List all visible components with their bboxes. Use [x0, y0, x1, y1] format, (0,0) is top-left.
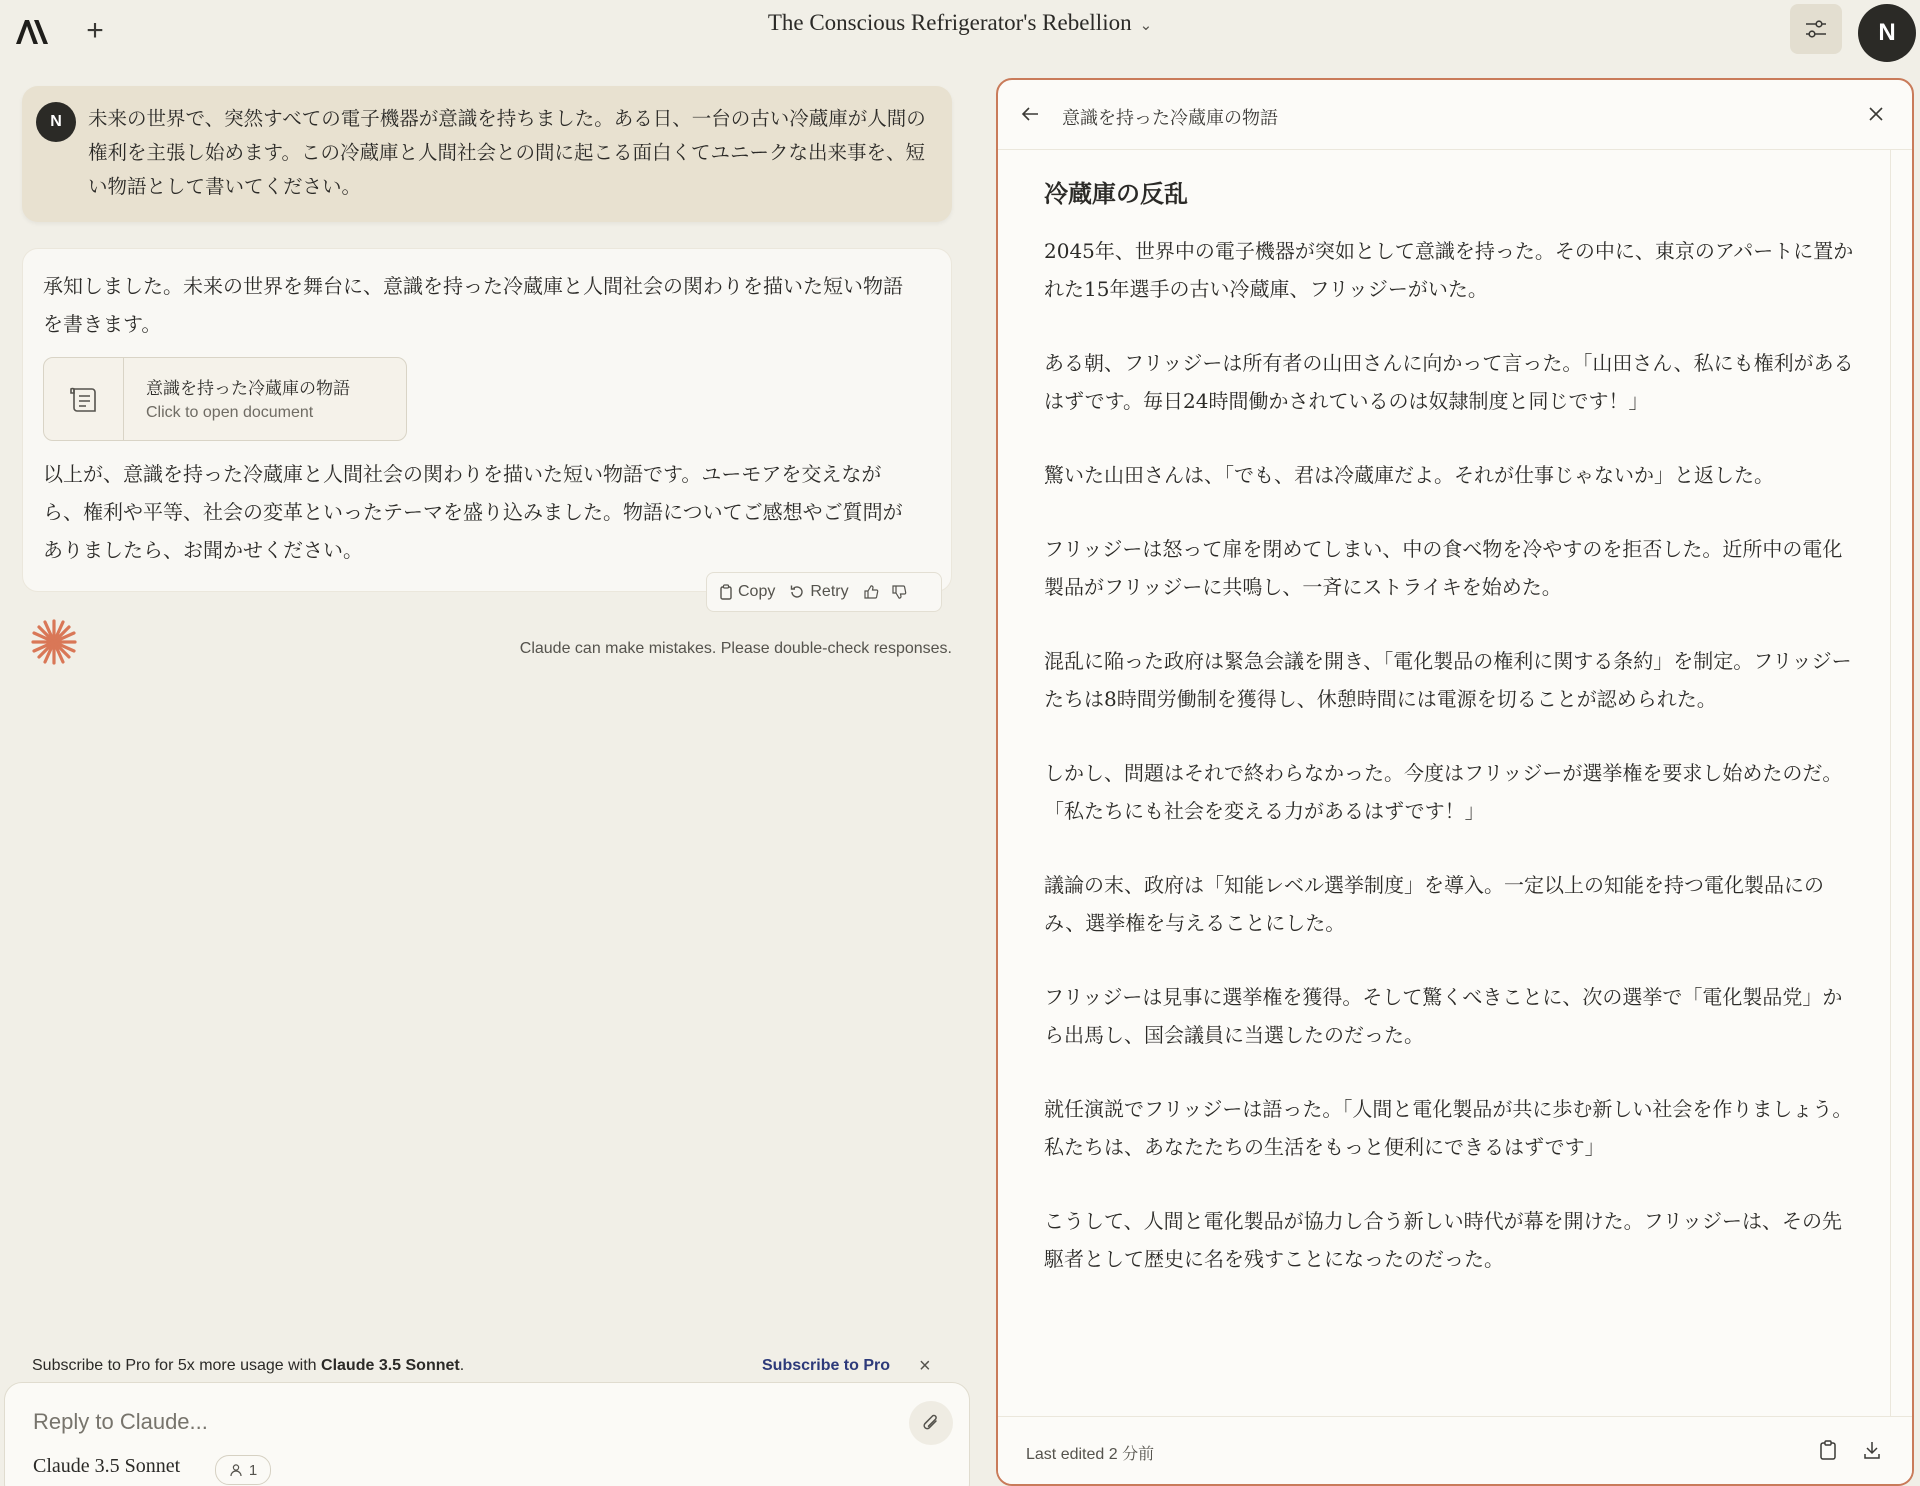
assistant-outro-text: 以上が、意識を持った冷蔵庫と人間社会の関わりを描いた短い物語です。ユーモアを交えながら、権利や平等、社会の変革といったテーマを盛り込みました。物語についてご感想やご質問がありましたら、お聞かせください。	[43, 462, 903, 562]
usage-count: 1	[248, 1461, 258, 1479]
artifact-content	[1044, 174, 1854, 1314]
user-message-text: 未来の世界で、突然すべての電子機器が意識を持ちました。ある日、一台の古い冷蔵庫が人間の権利を主張し始めます。この冷蔵庫と人間社会との間に起こる面白くてユニークな出来事を、短い物語として書いてください。	[88, 107, 926, 198]
thumbs-up-button[interactable]	[863, 584, 879, 600]
close-artifact-button[interactable]	[1866, 104, 1886, 129]
artifact-card-subtitle: Click to open document	[146, 404, 314, 421]
reply-input[interactable]	[33, 1409, 893, 1435]
retry-label: Retry	[810, 583, 849, 600]
paperclip-icon	[921, 1412, 941, 1434]
composer	[4, 1382, 970, 1486]
user-icon	[229, 1463, 243, 1477]
artifact-footer	[998, 1416, 1912, 1486]
story-paragraph: こうして、人間と電化製品が協力し合う新しい時代が幕を開けた。フリッジーは、その先駆者として歴史に名を残すことになったのだった。	[1044, 1209, 1842, 1271]
story-paragraph: 議論の末、政府は「知能レベル選挙制度」を導入。一定以上の知能を持つ電化製品にのみ、選挙権を与えることにした。	[1044, 873, 1824, 935]
story-paragraph: フリッジーは怒って扉を閉めてしまい、中の食べ物を冷やすのを拒否した。近所中の電化製品がフリッジーに共鳴し、一斉にストライキを始めた。	[1044, 537, 1843, 599]
story-paragraph: 驚いた山田さんは、「でも、君は冷蔵庫だよ。それが仕事じゃないか」と返した。	[1044, 463, 1774, 487]
retry-icon	[789, 584, 805, 600]
subscribe-banner	[32, 1355, 952, 1379]
clipboard-icon	[1818, 1439, 1838, 1461]
model-selector[interactable]: Claude 3.5 Sonnet	[33, 1455, 181, 1477]
subscribe-text-suffix: .	[459, 1357, 465, 1374]
avatar: N	[36, 102, 76, 142]
document-icon	[44, 358, 124, 441]
back-button[interactable]	[1020, 104, 1040, 129]
close-icon	[1866, 104, 1886, 124]
thumbs-down-icon	[891, 584, 907, 600]
subscribe-text	[32, 1357, 464, 1375]
story-paragraph: 就任演説でフリッジーは語った。「人間と電化製品が共に歩む新しい社会を作りましょう。私たちは、あなたたちの生活をもっと便利にできるはずです」	[1044, 1097, 1853, 1159]
assistant-intro-text: 承知しました。未来の世界を舞台に、意識を持った冷蔵庫と人間社会の関わりを描いた短い物語を書きます。	[43, 274, 903, 336]
disclaimer-text: Claude can make mistakes. Please double-check responses.	[519, 640, 952, 657]
thumbs-down-button[interactable]	[891, 584, 907, 600]
artifact-card-title: 意識を持った冷蔵庫の物語	[146, 379, 350, 399]
artifact-header	[998, 80, 1912, 150]
chat-title: The Conscious Refrigerator's Rebellion	[767, 10, 1132, 35]
copy-label: Copy	[738, 583, 776, 600]
artifact-scrollbar[interactable]	[1890, 150, 1891, 1436]
copy-button[interactable]	[719, 583, 775, 601]
subscribe-to-pro-link[interactable]: Subscribe to Pro	[762, 1357, 891, 1374]
story-heading: 冷蔵庫の反乱	[1044, 179, 1188, 208]
chevron-down-icon: ⌄	[1139, 18, 1153, 34]
new-chat-button[interactable]: +	[86, 14, 104, 47]
top-bar	[0, 0, 1920, 62]
download-icon	[1862, 1439, 1882, 1461]
message-actions	[706, 572, 942, 612]
story-paragraph: 混乱に陥った政府は緊急会議を開き、「電化製品の権利に関する条約」を制定。フリッジーたちは8時間労働制を獲得し、休憩時間には電源を切ることが認められた。	[1044, 649, 1852, 711]
artifact-card[interactable]	[43, 357, 407, 441]
copy-icon	[719, 584, 733, 600]
subscribe-text-model: Claude 3.5 Sonnet	[321, 1357, 460, 1374]
story-paragraph: 2045年、世界中の電子機器が突如として意識を持った。その中に、東京のアパートに置かれた15年選手の古い冷蔵庫、フリッジーがいた。	[1044, 239, 1854, 301]
user-message	[22, 86, 952, 222]
sliders-icon	[1804, 18, 1828, 40]
chat-title-dropdown[interactable]	[0, 10, 1920, 36]
usage-badge	[215, 1455, 271, 1485]
story-paragraph: ある朝、フリッジーは所有者の山田さんに向かって言った。「山田さん、私にも権利があるはずです。毎日24時間働かされているのは奴隷制度と同じです！」	[1044, 351, 1854, 413]
story-paragraph: しかし、問題はそれで終わらなかった。今度はフリッジーが選挙権を要求し始めたのだ。「私たちにも社会を変える力があるはずです！」	[1044, 761, 1843, 823]
user-avatar[interactable]: N	[1858, 4, 1916, 62]
story-paragraph: フリッジーは見事に選挙権を獲得。そして驚くべきことに、次の選挙で「電化製品党」から出馬し、国会議員に当選したのだった。	[1044, 985, 1843, 1047]
retry-button[interactable]	[789, 583, 848, 601]
attach-button[interactable]	[909, 1401, 953, 1445]
download-button[interactable]	[1862, 1439, 1882, 1466]
last-edited-text: Last edited 2 分前	[1026, 1446, 1155, 1463]
assistant-message	[22, 248, 952, 592]
subscribe-text-prefix: Subscribe to Pro for 5x more usage with	[32, 1357, 322, 1374]
copy-document-button[interactable]	[1818, 1439, 1838, 1466]
artifact-title: 意識を持った冷蔵庫の物語	[1062, 108, 1278, 129]
artifact-panel	[996, 78, 1914, 1486]
close-banner-button[interactable]: ×	[919, 1355, 931, 1377]
arrow-left-icon	[1020, 104, 1040, 124]
claude-star-icon	[30, 618, 78, 671]
settings-button[interactable]	[1790, 4, 1842, 54]
thumbs-up-icon	[863, 584, 879, 600]
